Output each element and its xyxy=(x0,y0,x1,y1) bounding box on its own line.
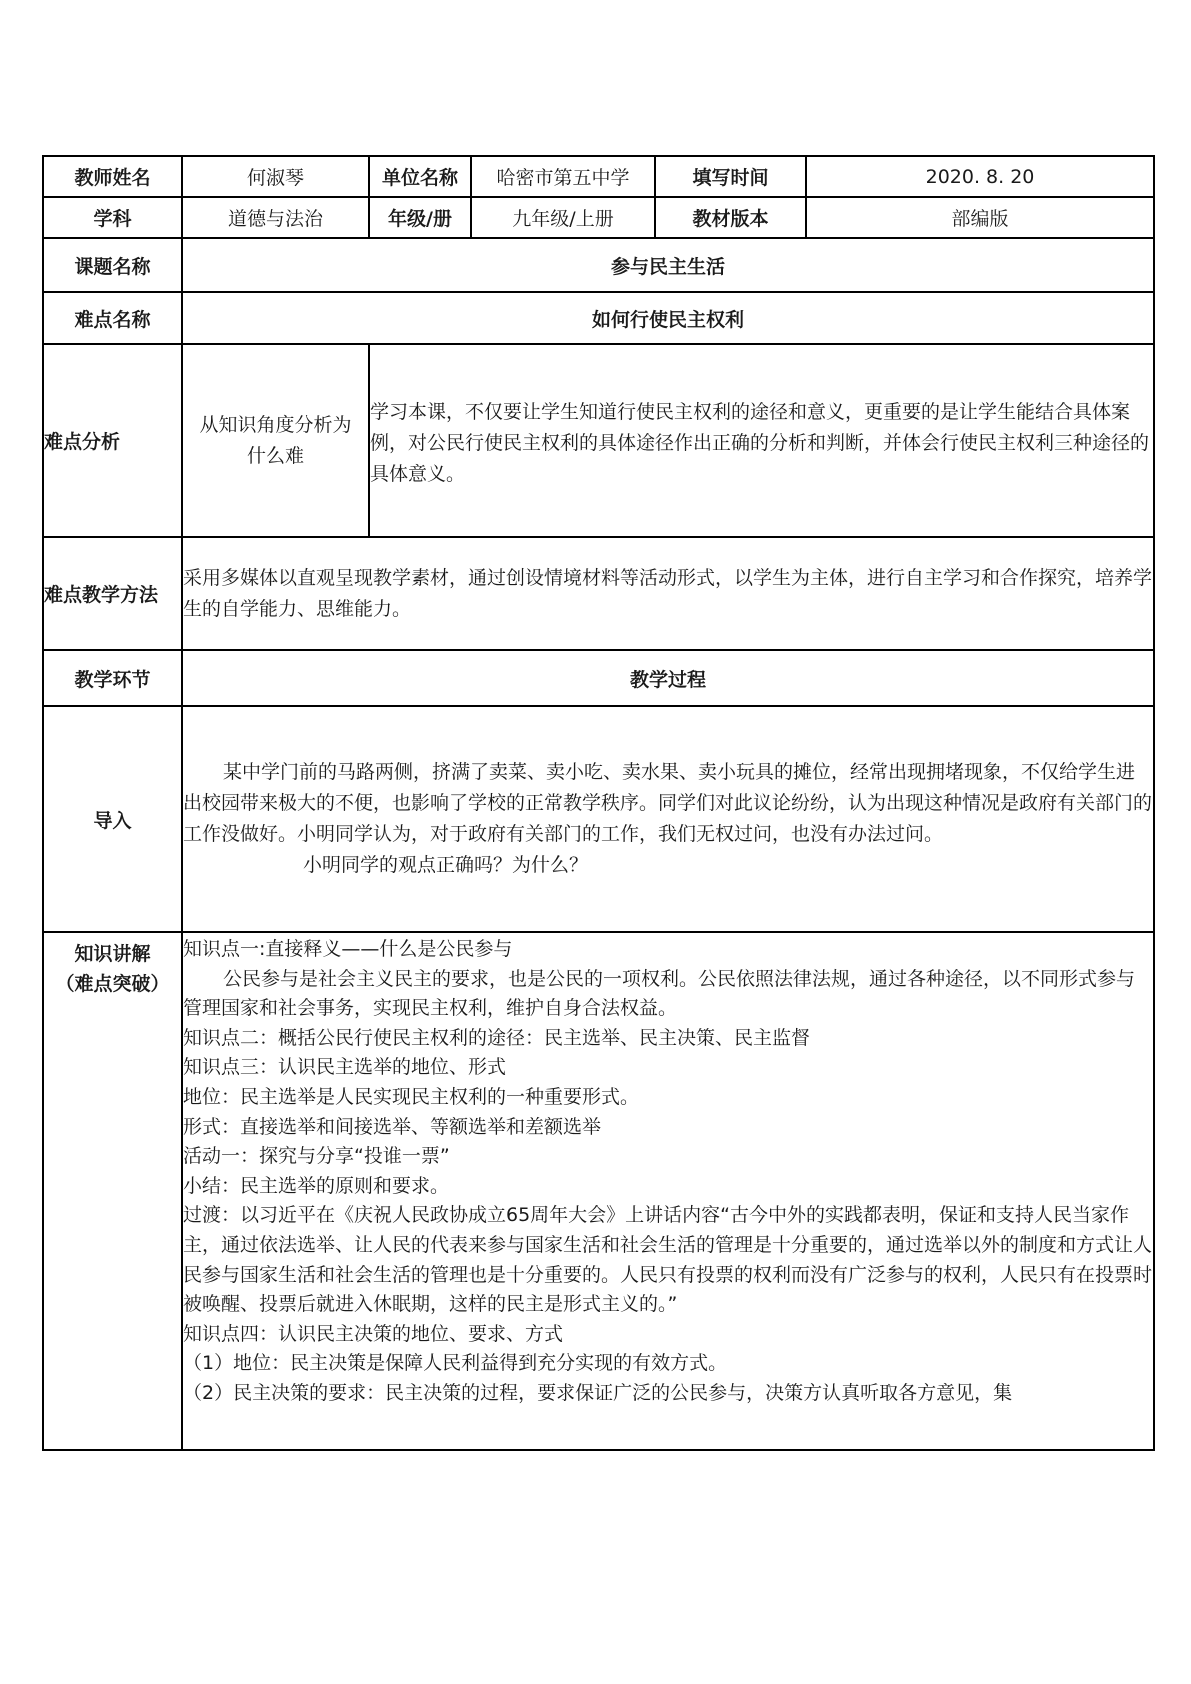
lesson-plan-table xyxy=(42,155,1155,1451)
knowledge-label-line1: 知识讲解 xyxy=(74,943,151,965)
process-header-row xyxy=(43,650,1154,706)
method-row xyxy=(43,537,1154,650)
stage-label: 教学环节 xyxy=(43,650,182,706)
method-text: 采用多媒体以直观呈现教学素材，通过创设情境材料等活动形式，以学生为主体，进行自主学习和合作探究，培养学生的自学能力、思维能力。 xyxy=(182,537,1154,650)
knowledge-row xyxy=(43,932,1154,1450)
knowledge-line-5: 地位：民主选举是人民实现民主权利的一种重要形式。 xyxy=(183,1085,640,1108)
knowledge-line-7: 活动一：探究与分享“投谁一票” xyxy=(183,1145,450,1168)
knowledge-line-3: 知识点二：概括公民行使民主权利的途径：民主选举、民主决策、民主监督 xyxy=(183,1026,811,1049)
knowledge-line-9: 过渡：以习近平在《庆祝人民政协成立65周年大会》上讲话内容“古今中外的实践都表明，保证和支持人民当家作主，通过依法选举、让人民的代表来参与国家生活和社会生活的管理是十分重要的，通过选举以外的制度和方式让人民参与国家生活和社会生活的管理也是十分重要的。人民只有投票的权利而没有广泛参与的权利，人民只有在投票时被唤醒、投票后就进入休眠期，这样的民主是形式主义的。” xyxy=(183,1204,1153,1316)
unit-name-value: 哈密市第五中学 xyxy=(471,156,655,197)
knowledge-line-6: 形式：直接选举和间接选举、等额选举和差额选举 xyxy=(183,1115,602,1138)
analysis-text: 学习本课，不仅要让学生知道行使民主权利的途径和意义，更重要的是让学生能结合具体案例，对公民行使民主权利的具体途径作出正确的分析和判断，并体会行使民主权利三种途径的具体意义。 xyxy=(369,344,1154,537)
process-label: 教学过程 xyxy=(182,650,1154,706)
knowledge-content xyxy=(182,932,1154,1450)
knowledge-line-10: 知识点四：认识民主决策的地位、要求、方式 xyxy=(183,1322,564,1345)
header-row-2 xyxy=(43,197,1154,238)
analysis-label: 难点分析 xyxy=(43,344,182,537)
intro-question: 小明同学的观点正确吗？为什么？ xyxy=(303,854,589,876)
unit-name-label: 单位名称 xyxy=(369,156,471,197)
topic-label: 课题名称 xyxy=(43,238,182,292)
knowledge-line-2: 公民参与是社会主义民主的要求，也是公民的一项权利。公民依照法律法规，通过各种途径，以不同形式参与管理国家和社会事务，实现民主权利，维护自身合法权益。 xyxy=(183,967,1136,1020)
topic-value: 参与民主生活 xyxy=(182,238,1154,292)
grade-label: 年级/册 xyxy=(369,197,471,238)
intro-content xyxy=(182,706,1154,932)
knowledge-line-1: 知识点一:直接释义——什么是公民参与 xyxy=(183,938,513,960)
difficulty-row xyxy=(43,292,1154,344)
difficulty-label: 难点名称 xyxy=(43,292,182,344)
subject-label: 学科 xyxy=(43,197,182,238)
analysis-row xyxy=(43,344,1154,537)
teacher-name-label: 教师姓名 xyxy=(43,156,182,197)
intro-label: 导入 xyxy=(43,706,182,932)
knowledge-line-8: 小结：民主选举的原则和要求。 xyxy=(183,1174,450,1197)
method-label: 难点教学方法 xyxy=(43,537,182,650)
fill-date-value: 2020. 8. 20 xyxy=(806,156,1154,197)
analysis-sub-label: 从知识角度分析为什么难 xyxy=(182,344,369,537)
edition-value: 部编版 xyxy=(806,197,1154,238)
knowledge-line-12: （2）民主决策的要求：民主决策的过程，要求保证广泛的公民参与，决策方认真听取各方意见，集 xyxy=(183,1381,1013,1404)
intro-row xyxy=(43,706,1154,932)
teacher-name-value: 何淑琴 xyxy=(182,156,369,197)
edition-label: 教材版本 xyxy=(655,197,806,238)
intro-paragraph: 某中学门前的马路两侧，挤满了卖菜、卖小吃、卖水果、卖小玩具的摊位，经常出现拥堵现象，不仅给学生进出校园带来极大的不便，也影响了学校的正常教学秩序。同学们对此议论纷纷，认为出现这种情况是政府有关部门的工作没做好。小明同学认为，对于政府有关部门的工作，我们无权过问，也没有办法过问。 xyxy=(183,761,1153,845)
topic-row xyxy=(43,238,1154,292)
header-row-1 xyxy=(43,156,1154,197)
difficulty-value: 如何行使民主权利 xyxy=(182,292,1154,344)
subject-value: 道德与法治 xyxy=(182,197,369,238)
fill-date-label: 填写时间 xyxy=(655,156,806,197)
knowledge-label-line2: （难点突破） xyxy=(55,973,170,995)
knowledge-label xyxy=(43,932,182,1450)
grade-value: 九年级/上册 xyxy=(471,197,655,238)
knowledge-line-4: 知识点三：认识民主选举的地位、形式 xyxy=(183,1056,507,1079)
knowledge-line-11: （1）地位：民主决策是保障人民利益得到充分实现的有效方式。 xyxy=(183,1352,728,1375)
